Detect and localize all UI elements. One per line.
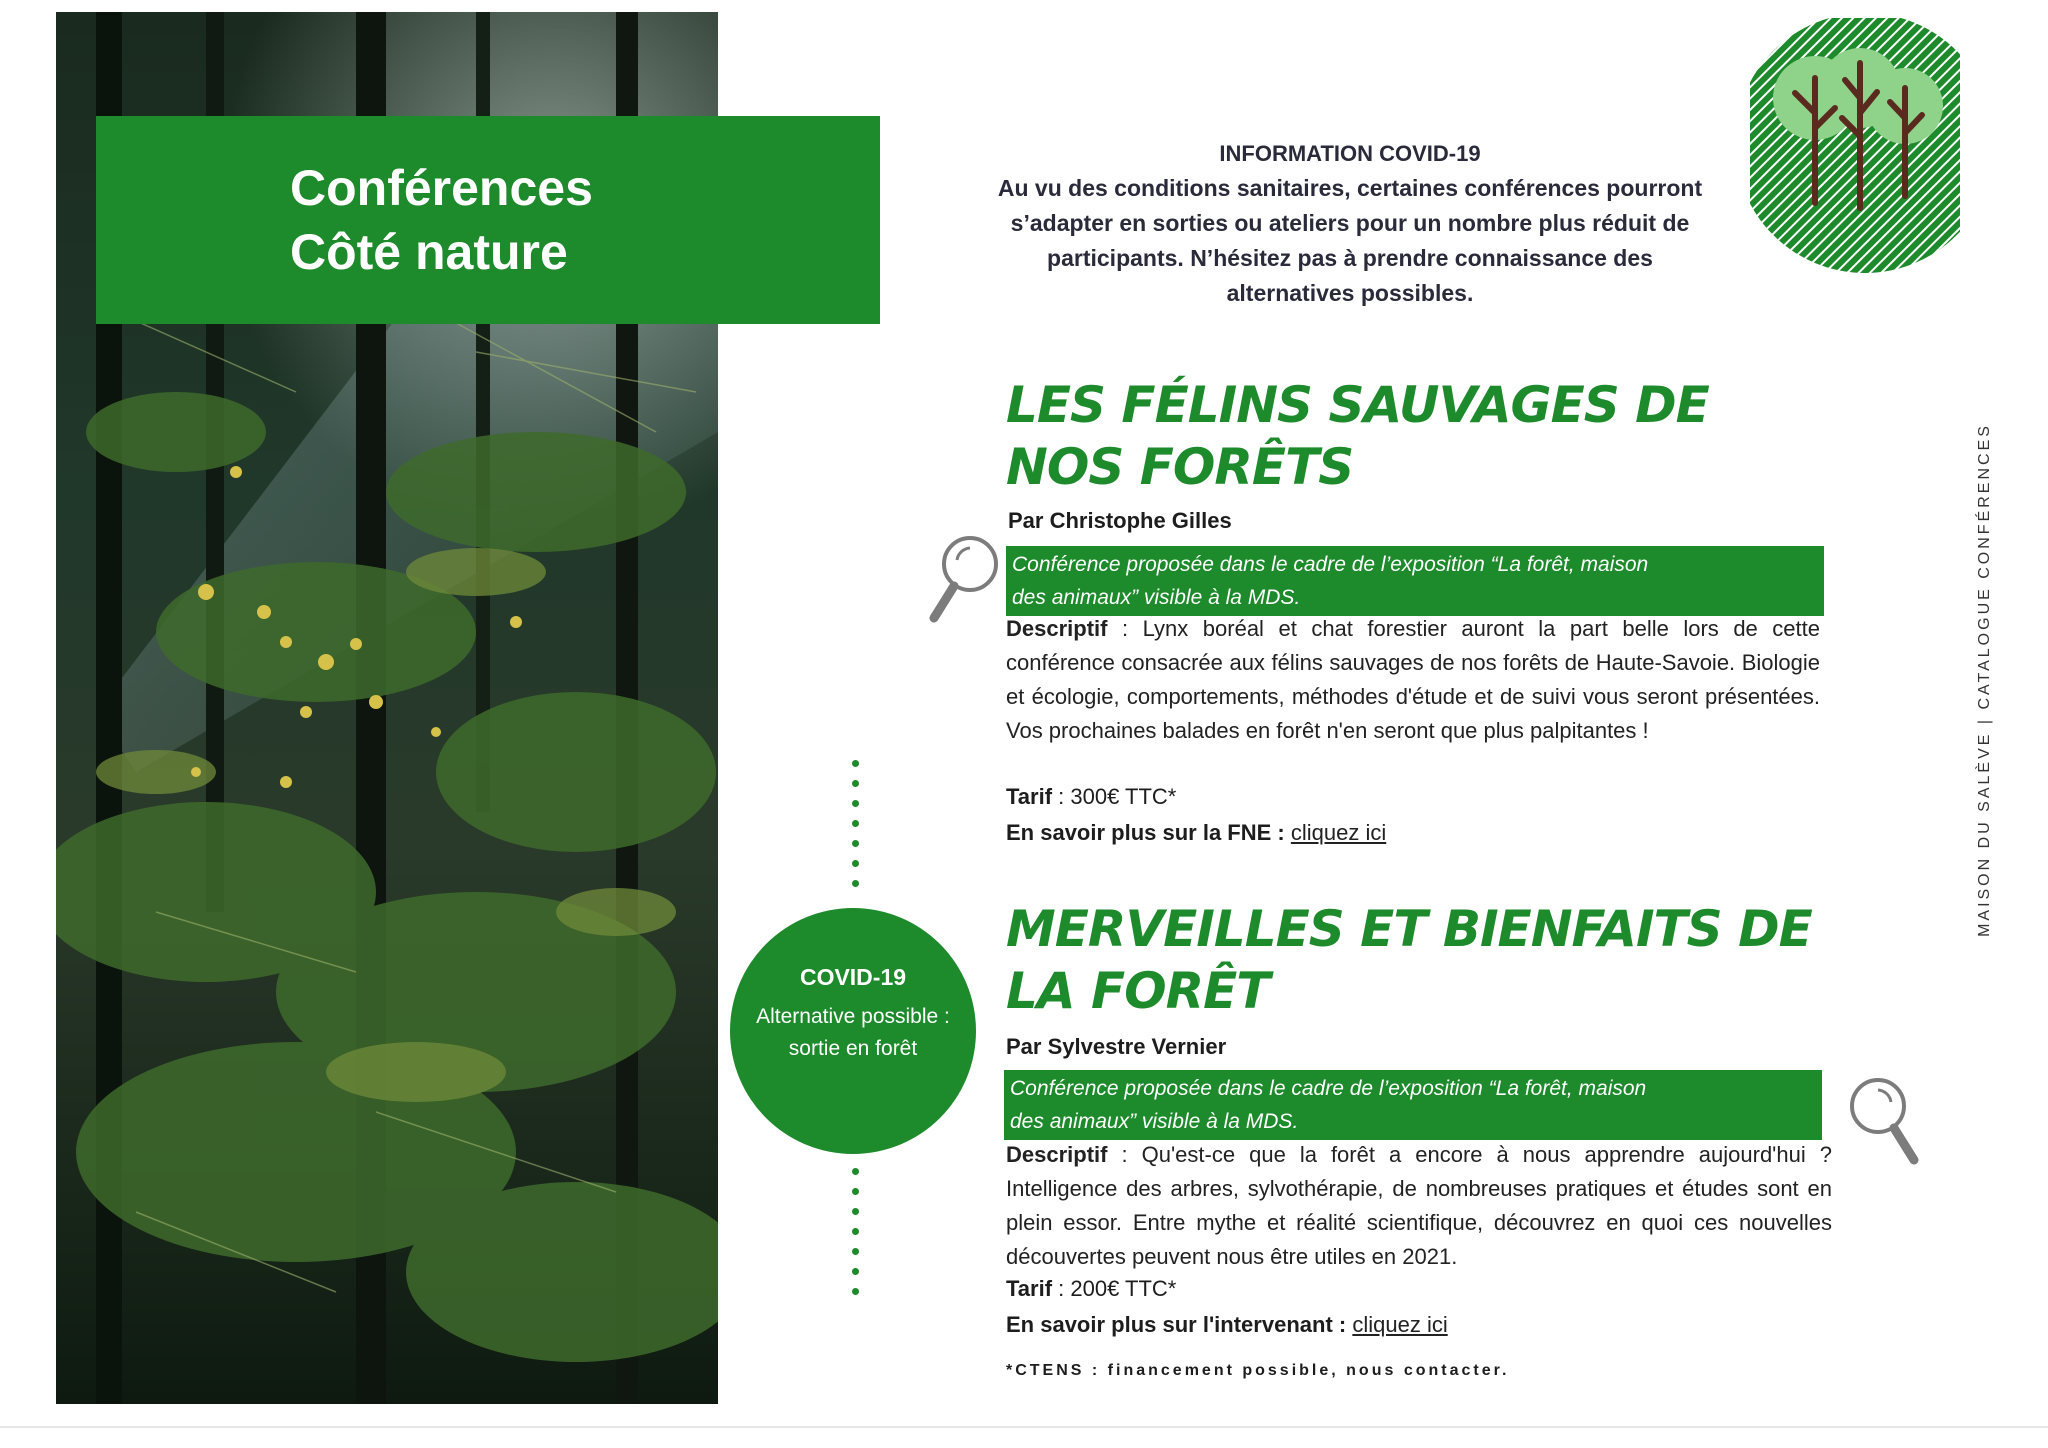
covid-info-line-1: Au vu des conditions sanitaires, certaines conférences pourront — [997, 175, 1703, 201]
conference-1-author: Par Christophe Gilles — [1008, 508, 1232, 533]
conference-1-context: Conférence proposée dans le cadre de l’exposition “La forêt, maison des animaux” visible à la MDS. — [1006, 546, 1824, 616]
conference-2-title: MERVEILLES ET BIENFAITS DE LA FORÊT — [1006, 900, 1812, 1020]
covid-alternative-badge: COVID-19 Alternative possible : sortie en forêt — [730, 908, 976, 1154]
trees-icon — [1750, 18, 1960, 280]
conference-1-title: LES FÉLINS SAUVAGES DE NOS FORÊTS — [1006, 376, 1709, 496]
dotted-line-bottom — [852, 1168, 860, 1308]
title-box — [96, 116, 880, 324]
conference-2-description: Descriptif : Qu'est-ce que la forêt a encore à nous apprendre aujourd'hui ? Intelligence des arbres, sylvothérapie, de nombreuses pratiques et études sont en plein essor. Entre mythe et réalité scientifique, découvrez en quoi ces nouvelles découvertes peuvent nous être utiles en 2021. — [1006, 1142, 1832, 1269]
conference-2-tarif: Tarif : 200€ TTC* — [1006, 1276, 1177, 1301]
conference-2-link[interactable]: cliquez ici — [1352, 1312, 1448, 1337]
conference-1-link[interactable]: cliquez ici — [1290, 820, 1387, 845]
side-label: MAISON DU SALÈVE | CATALOGUE CONFÉRENCES — [1976, 423, 1993, 937]
dotted-line-top — [852, 760, 860, 900]
conference-1-more: En savoir plus sur la FNE : cliquez ici — [1006, 820, 1387, 845]
covid-info-line-4: alternatives possibles. — [1226, 280, 1474, 306]
conference-1-description: Descriptif : Lynx boréal et chat forestier auront la part belle lors de cette conférence consacrée aux félins sauvages de nos forêts de Haute-Savoie. Biologie et écologie, comportements, méthodes d'étude et de suivi vous seront présentées. Vos prochaines balades en forêt n'en seront que plus palpitantes ! — [1006, 616, 1820, 743]
covid-info — [930, 136, 1770, 311]
covid-info-line-3: participants. N’hésitez pas à prendre connaissance des — [1047, 245, 1653, 271]
divider — [0, 1426, 2048, 1428]
title-line-2: Côté nature — [290, 224, 568, 280]
conference-2-author: Par Sylvestre Vernier — [1006, 1034, 1227, 1059]
conference-1-tarif: Tarif : 300€ TTC* — [1006, 784, 1177, 809]
magnifier-icon — [924, 530, 1012, 630]
conference-2-more: En savoir plus sur l'intervenant : cliquez ici — [1006, 1312, 1448, 1337]
covid-info-heading: INFORMATION COVID-19 — [1219, 141, 1481, 166]
footnote: *CTENS : financement possible, nous contacter. — [1006, 1362, 1510, 1379]
covid-info-line-2: s’adapter en sorties ou ateliers pour un nombre plus réduit de — [1010, 210, 1690, 236]
title-line-1: Conférences — [290, 160, 593, 216]
conference-2-context: Conférence proposée dans le cadre de l’exposition “La forêt, maison des animaux” visible à la MDS. — [1004, 1070, 1822, 1140]
magnifier-icon — [1836, 1072, 1924, 1172]
